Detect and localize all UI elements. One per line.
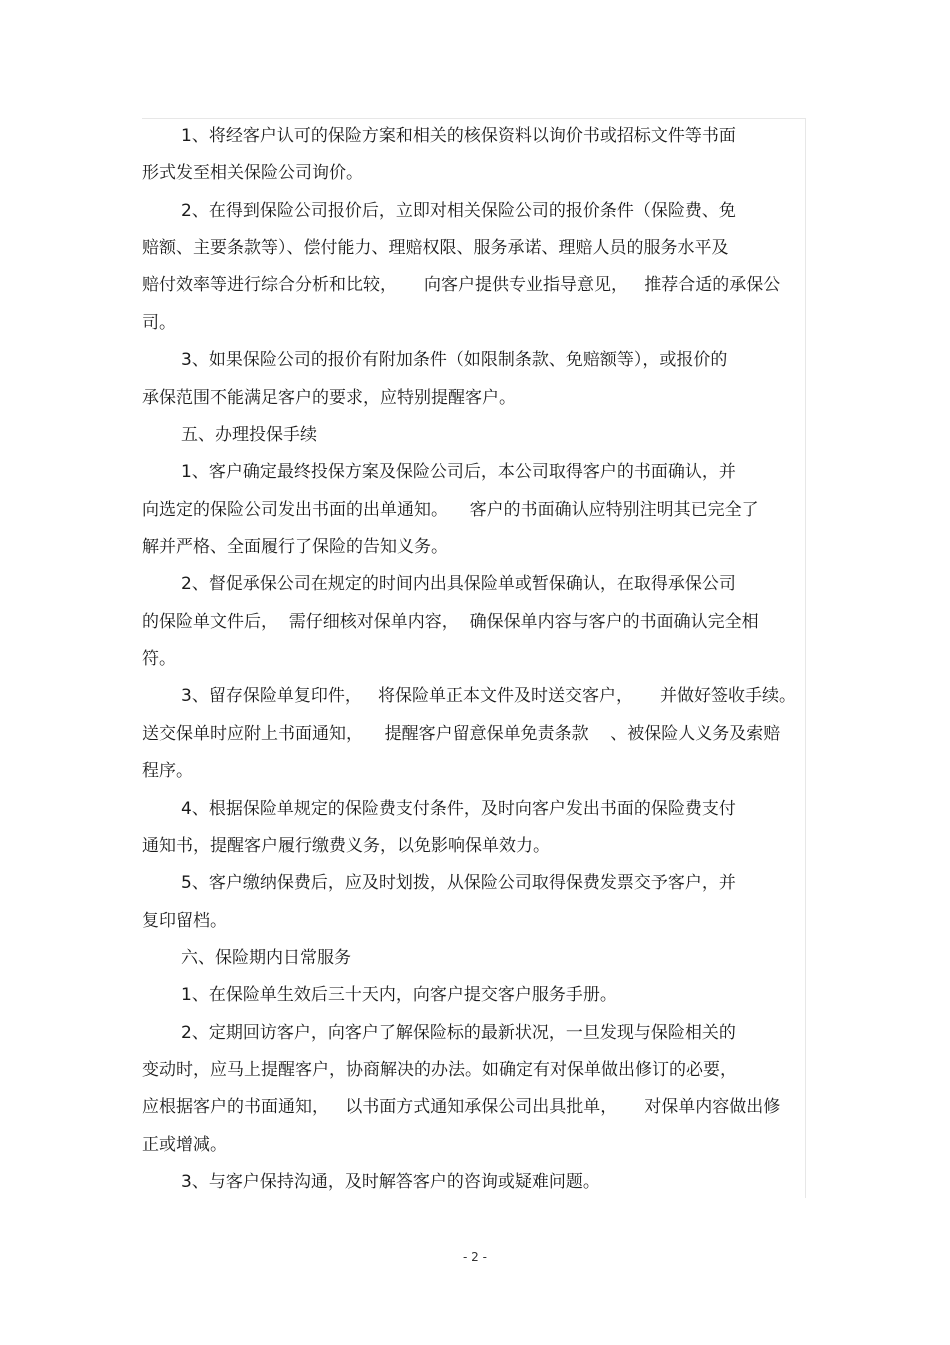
paragraph-line: 赔额、主要条款等）、偿付能力、理赔权限、服务承诺、理赔人员的服务水平及: [142, 238, 729, 258]
paragraph-line: 变动时，应马上提醒客户，协商解决的办法。如确定有对保单做出修订的必要，: [142, 1060, 737, 1080]
paragraph-line: 向选定的保险公司发出书面的出单通知。 客户的书面确认应特别注明其已完全了: [142, 500, 759, 520]
paragraph-line: 司。: [142, 313, 176, 333]
paragraph-line: 程序。: [142, 761, 193, 781]
paragraph-line: 正或增减。: [142, 1135, 227, 1155]
paragraph-line: 承保范围不能满足客户的要求，应特别提醒客户。: [142, 388, 516, 408]
paragraph-line: 2、定期回访客户，向客户了解保险标的最新状况，一旦发现与保险相关的: [181, 1023, 736, 1043]
paragraph-line: 3、如果保险公司的报价有附加条件（如限制条款、免赔额等），或报价的: [181, 350, 728, 370]
paragraph-line: 的保险单文件后， 需仔细核对保单内容， 确保保单内容与客户的书面确认完全相: [142, 612, 759, 632]
paragraph-line: 4、根据保险单规定的保险费支付条件，及时向客户发出书面的保险费支付: [181, 799, 736, 819]
paragraph-line: 5、客户缴纳保费后，应及时划拨，从保险公司取得保费发票交予客户，并: [181, 873, 736, 893]
paragraph-line: 1、将经客户认可的保险方案和相关的核保资料以询价书或招标文件等书面: [181, 126, 736, 146]
paragraph-line: 复印留档。: [142, 911, 227, 931]
paragraph-line: 2、在得到保险公司报价后，立即对相关保险公司的报价条件（保险费、免: [181, 201, 736, 221]
section-heading: 六、保险期内日常服务: [181, 948, 351, 968]
paragraph-line: 形式发至相关保险公司询价。: [142, 163, 363, 183]
paragraph-line: 应根据客户的书面通知， 以书面方式通知承保公司出具批单， 对保单内容做出修: [142, 1097, 781, 1117]
paragraph-line: 通知书，提醒客户履行缴费义务，以免影响保单效力。: [142, 836, 550, 856]
paragraph-line: 送交保单时应附上书面通知， 提醒客户留意保单免责条款 、被保险人义务及索赔: [142, 724, 781, 744]
paragraph-line: 赔付效率等进行综合分析和比较， 向客户提供专业指导意见， 推荐合适的承保公: [142, 275, 781, 295]
page-number: - 2 -: [463, 1250, 487, 1264]
paragraph-line: 1、在保险单生效后三十天内，向客户提交客户服务手册。: [181, 985, 617, 1005]
paragraph-line: 解并严格、全面履行了保险的告知义务。: [142, 537, 448, 557]
paragraph-line: 1、客户确定最终投保方案及保险公司后，本公司取得客户的书面确认，并: [181, 462, 736, 482]
paragraph-line: 2、督促承保公司在规定的时间内出具保险单或暂保确认，在取得承保公司: [181, 574, 736, 594]
section-heading: 五、办理投保手续: [181, 425, 317, 445]
paragraph-line: 符。: [142, 649, 176, 669]
paragraph-line: 3、留存保险单复印件， 将保险单正本文件及时送交客户， 并做好签收手续。: [181, 686, 797, 706]
paragraph-line: 3、与客户保持沟通，及时解答客户的咨询或疑难问题。: [181, 1172, 600, 1192]
